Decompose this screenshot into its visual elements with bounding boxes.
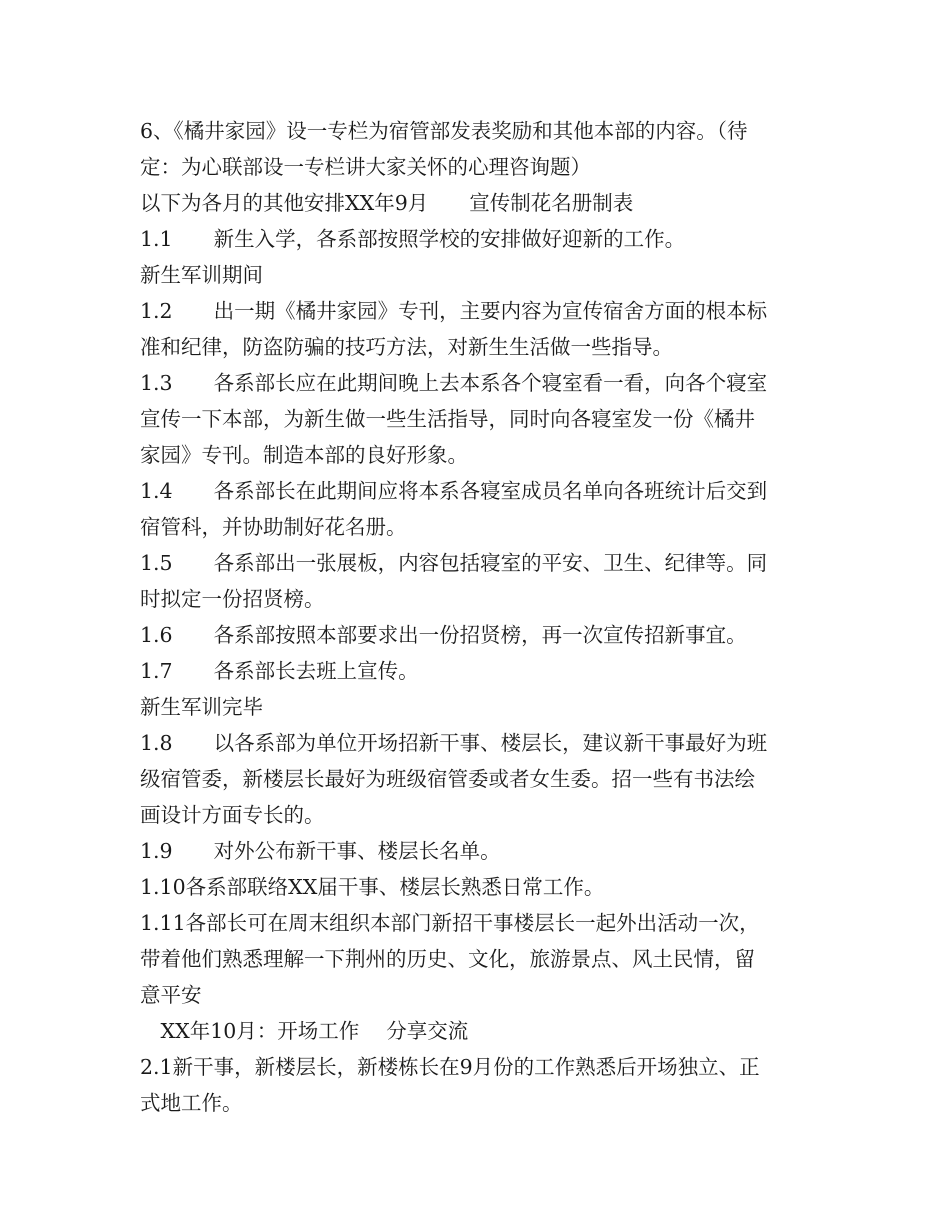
text-line: 定：为心联部设一专栏讲大家关怀的心理咨询题） — [140, 155, 591, 179]
text-line: 新生军训期间 — [140, 263, 263, 287]
text-line: 新生军训完毕 — [140, 695, 263, 719]
text-line: 式地工作。 — [140, 1091, 243, 1115]
text-line: 以下为各月的其他安排XX年9月 宣传制花名册制表 — [140, 191, 634, 215]
text-line: 1.7 各系部长去班上宣传。 — [140, 659, 419, 683]
text-line: 1.5 各系部出一张展板，内容包括寝室的平安、卫生、纪律等。同 — [140, 551, 768, 575]
text-line: 1.8 以各系部为单位开场招新干事、楼层长，建议新干事最好为班 — [140, 731, 768, 755]
document-body — [140, 113, 810, 1121]
text-line: 意平安 — [140, 983, 202, 1007]
text-line: 2.1新干事，新楼层长，新楼栋长在9月份的工作熟悉后开场独立、正 — [140, 1055, 760, 1079]
text-line: 1.6 各系部按照本部要求出一份招贤榜，再一次宣传招新事宜。 — [140, 623, 747, 647]
text-line: 6、《橘井家园》设一专栏为宿管部发表奖励和其他本部的内容。（待 — [140, 119, 748, 143]
text-line: 带着他们熟悉理解一下荆州的历史、文化，旅游景点、风土民情，留 — [140, 947, 755, 971]
text-line: 宣传一下本部，为新生做一些生活指导，同时向各寝室发一份《橘井 — [140, 407, 755, 431]
text-line: 1.3 各系部长应在此期间晚上去本系各个寝室看一看，向各个寝室 — [140, 371, 768, 395]
text-line: 级宿管委，新楼层长最好为班级宿管委或者女生委。招一些有书法绘 — [140, 767, 755, 791]
text-line: 1.10各系部联络XX届干事、楼层长熟悉日常工作。 — [140, 875, 605, 899]
text-line: 1.4 各系部长在此期间应将本系各寝室成员名单向各班统计后交到 — [140, 479, 768, 503]
text-line: 宿管科，并协助制好花名册。 — [140, 515, 407, 539]
text-line: 家园》专刊。制造本部的良好形象。 — [140, 443, 468, 467]
text-line: 1.9 对外公布新干事、楼层长名单。 — [140, 839, 501, 863]
text-line: 1.1 新生入学，各系部按照学校的安排做好迎新的工作。 — [140, 227, 686, 251]
text-line: 准和纪律，防盗防骗的技巧方法，对新生生活做一些指导。 — [140, 335, 673, 359]
text-line: XX年10月：开场工作 分享交流 — [140, 1019, 469, 1043]
text-line: 时拟定一份招贤榜。 — [140, 587, 325, 611]
text-line: 1.2 出一期《橘井家园》专刊，主要内容为宣传宿舍方面的根本标 — [140, 299, 768, 323]
text-line: 1.11各部长可在周末组织本部门新招干事楼层长一起外出活动一次， — [140, 911, 760, 935]
text-line: 画设计方面专长的。 — [140, 803, 325, 827]
